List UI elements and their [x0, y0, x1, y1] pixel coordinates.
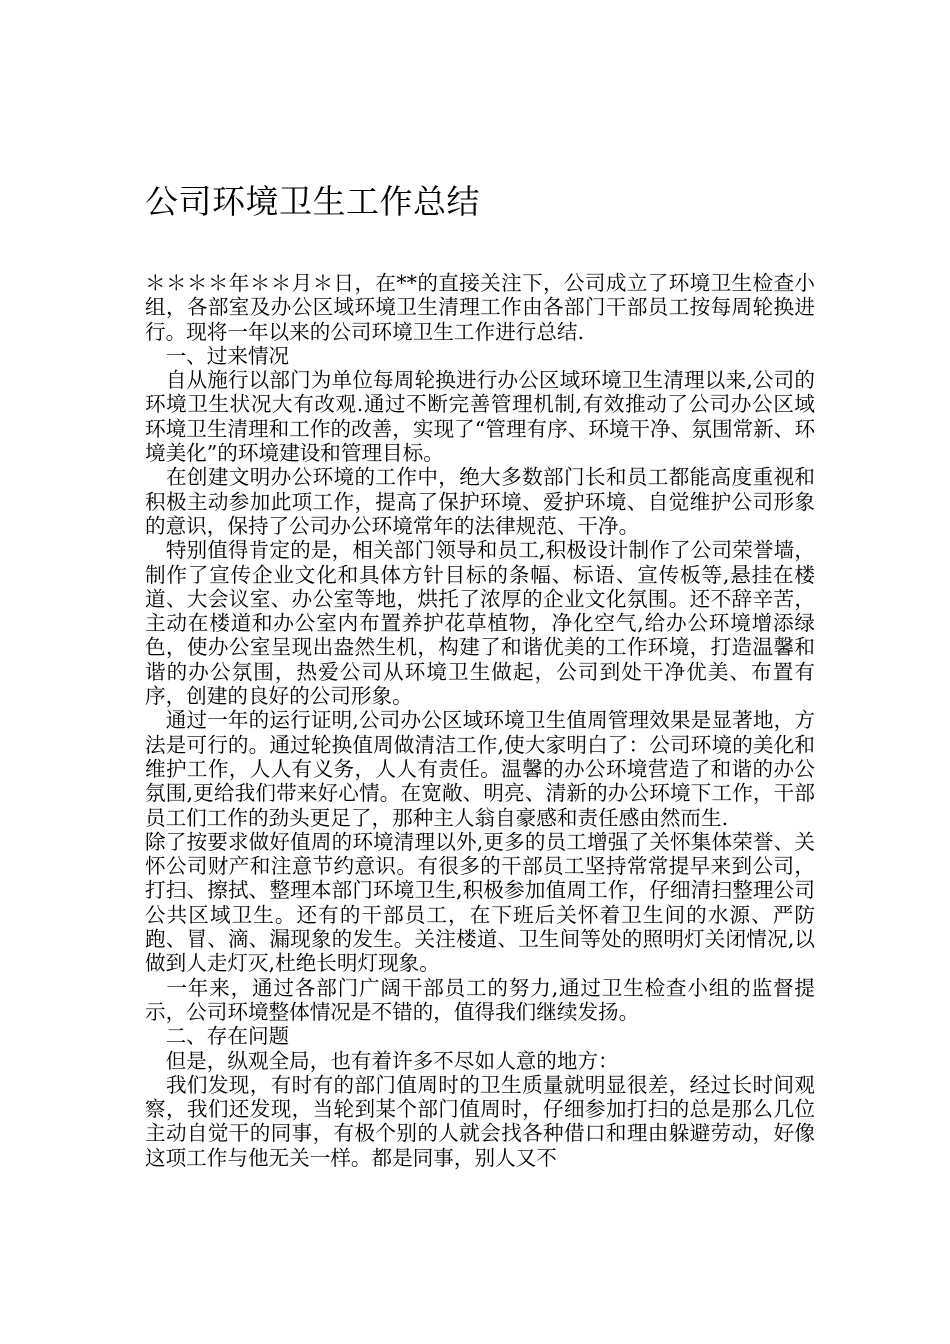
paragraph-intro: ＊＊＊＊年＊＊月＊日，在**的直接关注下，公司成立了环境卫生检查小组，各部室及办公区域环境卫生清理工作由各部门干部员工按每周轮换进行。现将一年以来的公司环境卫生工作进行总结.: [145, 271, 815, 344]
paragraph: 但是，纵观全局，也有着许多不尽如人意的地方：: [145, 1048, 619, 1073]
paragraph: 特别值得肯定的是，相关部门领导和员工,积极设计制作了公司荣誉墙，制作了宣传企业文化和具体方针目标的条幅、标语、宣传板等,悬挂在楼道、大会议室、办公室等地，烘托了浓厚的企业文化氛围。还不辞辛苦，主动在楼道和办公室内布置养护花草植物，净化空气,给办公环境增添绿色，使办公室呈现出盎然生机，构建了和谐优美的工作环境，打造温馨和谐的办公氛围，热爱公司从环境卫生做起，公司到处干净优美、布置有序，创建的良好的公司形象。: [145, 538, 815, 709]
section-heading-past-situation: 一、过来情况: [145, 343, 290, 368]
paragraph: 通过一年的运行证明,公司办公区域环境卫生值周管理效果是显著地，方法是可行的。通过轮换值周做清洁工作,使大家明白了：公司环境的美化和维护工作，人人有义务，人人有责任。温馨的办公环境营造了和谐的办公氛围,更给我们带来好心情。在宽敞、明亮、清新的办公环境下工作，干部员工们工作的劲头更足了，那种主人翁自豪感和责任感由然而生.: [145, 708, 815, 830]
document-title: 公司环境卫生工作总结: [145, 182, 480, 221]
paragraph: 一年来，通过各部门广阔干部员工的努力,通过卫生检查小组的监督提示，公司环境整体情况是不错的，值得我们继续发扬。: [145, 975, 815, 1024]
document-body: [145, 271, 815, 1170]
paragraph: 我们发现，有时有的部门值周时的卫生质量就明显很差，经过长时间观察，我们还发现，当轮到某个部门值周时，仔细参加打扫的总是那么几位主动自觉干的同事，有极个别的人就会找各种借口和理由躲避劳动，好像这项工作与他无关一样。都是同事，别人又不: [145, 1072, 815, 1170]
section-heading-existing-problems: 二、存在问题: [145, 1024, 290, 1049]
paragraph: 自从施行以部门为单位每周轮换进行办公区域环境卫生清理以来,公司的环境卫生状况大有改观.通过不断完善管理机制,有效推动了公司办公区域环境卫生清理和工作的改善，实现了“管理有序、环境干净、氛围常新、环境美化”的环境建设和管理目标。: [145, 368, 815, 466]
paragraph: 除了按要求做好值周的环境清理以外,更多的员工增强了关怀集体荣誉、关怀公司财产和注意节约意识。有很多的干部员工坚持常常提早来到公司，打扫、擦拭、整理本部门环境卫生,积极参加值周工作，仔细清扫整理公司公共区域卫生。还有的干部员工，在下班后关怀着卫生间的水源、严防跑、冒、滴、漏现象的发生。关注楼道、卫生间等处的照明灯关闭情况,以做到人走灯灭,杜绝长明灯现象。: [145, 829, 815, 976]
paragraph: 在创建文明办公环境的工作中，绝大多数部门长和员工都能高度重视和积极主动参加此项工作，提高了保护环境、爱护环境、自觉维护公司形象的意识，保持了公司办公环境常年的法律规范、干净。: [145, 465, 815, 538]
